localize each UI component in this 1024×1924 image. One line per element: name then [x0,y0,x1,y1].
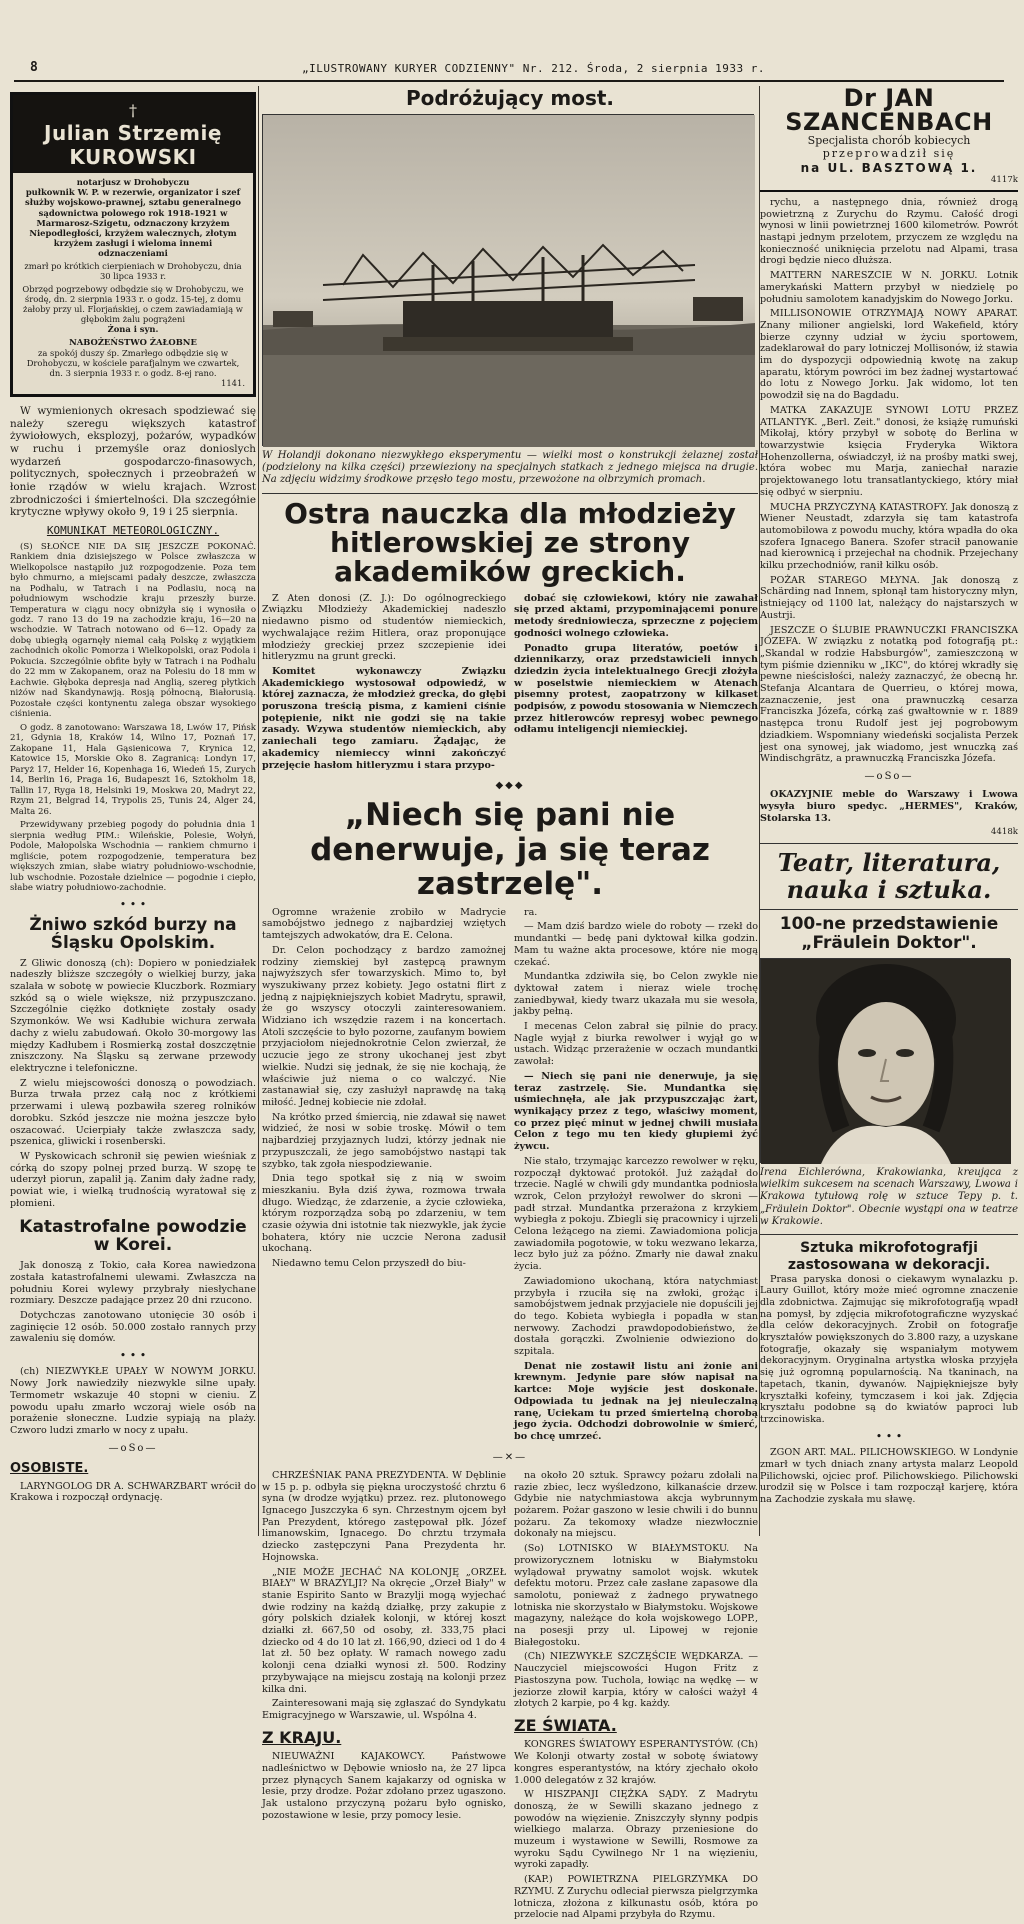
obituary-body [13,173,253,388]
news-paragraph: KONGRES ŚWIATOWY ESPERANTYSTÓW. (Ch) We Kolonji otwarty został w sobotę światowy kongres esperantystów, na który zjechało około 1.000 delegatów z 32 krajów. [514,1739,758,1786]
lesson-headline: Ostra nauczka dla młodzieży hitlerowskiej ze strony akademików greckich. [284,496,736,589]
page-masthead [14,56,1004,82]
lesson-paragraph: dobać się człowiekowi, który nie zawahał się przed aktami, przypominającemi ponure metody średniowiecza, sprzeczne z pojęciem godności wolnego człowieka. [514,592,758,639]
osobiste-title: OSOBISTE. [10,1460,89,1476]
niech-paragraph: Na krótko przed śmiercią, nie zdawał się nawet widzieć, że nosi w sobie troskę. Mówił o tem najbardziej przyjaznych ludzi, którzy jednak nie przypuszczali, że jego samobójstwo nastąpi tak szybko, tak zgoła niespodziewanie. [262,1111,506,1170]
swiata-title: ZE ŚWIATA. [514,1715,617,1735]
news-paragraph: „NIE MOŻE JECHAĆ NA KOLONJĘ „ORZEŁ BIAŁY" W BRAZYLJI? Na okręcie „Orzeł Biały" w stanie Espirito Santo w Brazylji mogą wyjechać dwie rodziny na każdą działkę, przy zakupie z góry polskich działek kolonji, w której koszt działki zł. 667,50 od osoby, zł. 333,75 płaci dziecko od 4 do 10 lat zł. 166,90, dzieci od 1 do 4 lat zł. 50 bez opłaty. W ramach nowego zadu kolonji cena działki wynosi zł. 500. Rodziny przybywające na miejscu zostają na kolonji przez kilka dni. [262,1566,506,1695]
oso-divider: —oSo— [864,770,914,782]
doctor-moved: przeprowadził się [822,147,956,161]
divider-line [760,843,1018,844]
oso-divider: —oSo— [108,1442,158,1454]
classified-ad-code: 4418k [990,827,1018,838]
ornament-divider: • • • [119,1349,147,1363]
article-paragraph: POŻAR STAREGO MŁYNA. Jak donoszą z Schärding nad Innem, spłonął tam historyczny młyn, istniejący od 1100 lat, należący do najstarszych w Austrji. [760,574,1018,621]
flood-paragraph: Dotychczas zanotowano utonięcie 30 osób i zaginięcie 12 osób. 50.000 zostało rannych przy zawaleniu się domów. [10,1309,256,1345]
news-paragraph: na około 20 sztuk. Sprawcy pożaru zdołali na razie zbiec, lecz wyśledzono, kilkanaście drzew. Gdybie nie natychmiastowa akcja wybrunnym pożarem. Pożar gaszono w lesie chwili i do bunnu pożaru. Za tekomoxy władze niezwłocznie dokonały na miejscu. [514,1469,758,1540]
heat-paragraph: (ch) NIEZWYKŁE UPAŁY W NOWYM JORKU. Nowy Jork nawiedziły niezwykle silne upały. Termometr wskazuje 40 stopni w cieniu. Z powodu upału zmarło wczoraj wiele osób na porażenie słoneczne. Ludzie sypiają na plaży. Czworo ludzi zmarło w nocy z upału. [10,1366,256,1436]
column-rule [258,86,259,1536]
lesson-paragraph: Ponadto grupa literatów, poetów i dziennikarzy, oraz przedstawicieli innych dziedzin życia intelektualnego Grecji złożyła w poselstwie niemieckiem w Atenach pisemny protest, zaopatrzony w kilkaset podpisów, z powodu stosowania w Niemczech przez hitlerowców represyj wobec pewnego odłamu inteligencji niemieckiej. [514,642,758,736]
obituary-notice [10,92,256,397]
ornament-divider: —✕— [492,1451,528,1463]
divider-line [760,909,1018,910]
article-paragraph: JESZCZE O ŚLUBIE PRAWNUCZKI FRANCISZKA JÓZEFA. W związku z notatką pod fotografją pt.: „Skandal w rodzie Habsburgów", zamieszczoną w tym piśmie dzienniku w „IKC", do której wkradły się pewne nieścisłości, należy zaznaczyć, że obecną hr. Stefanja Alcantara de Querrieu, o której mowa, zaznaczenie, jest ona prawnuczką cesarza Franciszka Józefa, córką zaś gwałtownie w r. 1889 następca tronu Rudolf jest jej pogrobowym dziadkiem. Wspomniany wiedeński socjalista Perzek jest ona synowej, jak wiadomo, jest wnuczką zaś Windischgrätz, a prawnuczką Franciszka Józefa. [760,624,1018,765]
niech-paragraph: Dr. Celon pochodzący z bardzo zamożnej rodziny ziemskiej był zastępcą prawnym najwyższych sfer towarzyskich. Mimo to, był wyszukiwany przez kobiety. Jego ostatni flirt z jedną z najpiękniejszych kobiet Madrytu, sprawił, że go wszyscy otoczyli zainteresowaniem. Widziano ich wszędzie razem i na koncertach. Atoli szczęście to było pozorne, zaufanym bowiem przyjaciołom niejednokrotnie Celon zwierzał, że uczucie jego ze strony ukochanej jest zbyt wielkie. Nudzi się jednak, że się nie kochają, że właściwie już niema o co walczyć. Nie zastanawiał się, czy zasłużył naprawdę na taką miłość. Jednej kobiecie nie zdołał. [262,944,506,1108]
page-number: 8 [30,60,38,75]
obituary-name: Julian Strzemię KUROWSKI [44,120,222,169]
bridge-photo [262,114,754,446]
doctor-advertisement [760,86,1018,192]
news-paragraph: (So) LOTNISKO W BIAŁYMSTOKU. Na prowizorycznem lotnisku w Białymstoku wylądował prywatny samolot wojsk. wkutek defektu motoru. Przez całe zasłane zapasowe dla samolotu, ponieważ z żadnego prywatnego lotniska nie skorzystało w Białymstoku. Wojskowe magazyny, należące do koła wojskowego LOPP., na posesji przy ul. Lipowej w rejonie Białegostoku. [514,1543,758,1648]
bridge-headline: Podróżujący most. [405,86,615,110]
article-paragraph: Prasa paryska donosi o ciekawym wynalazku p. Laury Guillot, który może mieć ogromne znaczenie dla zdobnictwa. Zajmując się mikrofotografją wpadł na pomysł, by zdjęcia mikrofotograficzne wyzyskać dla celów dekoracyjnych. Zrobił on fotografje kryształów powiększonych do 3.800 razy, a uzyskane fotografje, okazały się wspaniałym motywem dekoracyjnym. Oryginalna artystka włoska przyjęła się już ogromną popularnością. Na tkaninach, na tapetach, tkanin, dywanów. Najpiękniejsze były kryształki kofeiny, tymczasem i koi jak. Zdjęcia kryształu podobne są do kwiatów paproci lub trzcinowiska. [760,1273,1018,1425]
bridge-caption: W Holandji dokonano niezwykłego eksperymentu — wielki most o konstrukcji żelaznej został (podzielony na kilka części) przewieziony na specjalnych statkach z jednego miejsca na drugie. Na zdjęciu widzimy środkowe przęsło tego mostu, przewożone na olbrzymich promach. [262,450,758,486]
osobiste-paragraph: LARYNGOLOG DR A. SCHWARZBART wrócił do Krakowa i rozpoczął ordynację. [10,1480,256,1504]
kraju-title: Z KRAJU. [262,1727,342,1747]
divider-line [760,1234,1018,1235]
obituary-code: 1141. [221,377,245,388]
flood-paragraph: Jak donoszą z Tokio, cała Korea nawiedzona została katastrofalnemi ulewami. Zwłaszcza na południu Korei wylewy przybrały niesłychane rozmiary. Deszcze padające przez 20 dni rzucono. [10,1260,256,1307]
news-paragraph: CHRZEŚNIAK PANA PREZYDENTA. W Dęblinie w 15 p. p. odbyła się piękna uroczystość chrztu 6 syna (w drodze wyjątku) przez. rez. plutonowego Ignacego Juszczyka 6 syn. Chrzestnym ojcem był Pan Prezydent, którego zastępował płk. Józef limanowskim, Ignacego. Do chrztu trzymała dziecko zastępczyni Pana Prezydenta hr. Hojnowska. [262,1469,506,1563]
lesson-paragraph: Z Aten donosi (Z. J.): Do ogólnogreckiego Związku Młodzieży Akademickiej nadeszło niedawno pismo od studentów niemieckich, wychwalające reżim Hitlera, oraz proponujące młodzieży greckiej przez szczepienie idei hitleryzmu na grunt grecki. [262,592,506,663]
ornament-divider: • • • [119,897,147,911]
article-paragraph: rychu, a następnego dnia, również drogą powietrzną z Zurychu do Rzymu. Całość drogi wynosi w linii powietrznej 1600 kilometrów. Powrót nastąpi jednym przelotem, przyczem ze względu na konieczność uniknięcia przelotu nad Alpami, trasa drogi będzie nieco dłuższa. [760,196,1018,267]
storm-paragraph: Z wielu miejscowości donoszą o powodziach. Burza trwała przez całą noc z krótkiemi przerwami i ulewą pozbawiła szereg rolników dorobku. Szkód jeszcze nie można jeszcze było oszacować. Ucierpiały także zwłaszcza sady, pszenica, gliwicki i rosenberski. [10,1077,256,1148]
theatre-section-title: Teatr, literatura, nauka i sztuka. [777,847,1001,905]
meteo-paragraph: O godz. 8 zanotowano: Warszawa 18, Lwów 17, Pińsk 21, Gdynia 18, Kraków 14, Wilno 17, Poznań 17, Zakopane 11, Hala Gąsienicowa 7, Krynica 12, Katowice 15, Morskie Oko 8. Zagranicą: Londyn 17, Paryż 17, Helder 16, Kopenhaga 16, Wiedeń 15, Zurych 14, Berlin 16, Praga 16, Budapeszt 16, Sztokholm 18, Tallin 17, Ryga 18, Helsinki 19, Moskwa 20, Madryt 22, Rzym 21, Belgrad 14, Trypolis 25, Tunis 24, Alger 24, Malta 26. [10,722,256,817]
article-paragraph: ZGON ART. MAL. PILICHOWSKIEGO. W Londynie zmarł w tych dniach znany artysta malarz Leopold Pilichowski, ojciec prof. Pilichowskiego. Pilichowski urodził się w Polsce i tam rozpoczął karjerę, która na Zachodzie zyskała mu sławę. [760,1447,1018,1505]
ornament-divider: ◆◆◆ [495,780,525,792]
obituary-mass-label: NABOŻEŃSTWO ŻAŁOBNE [69,337,197,348]
article-paragraph: MILLISONOWIE OTRZYMAJĄ NOWY APARAT. Znany milioner angielski, lord Wakefield, który bierze czynny udział w życiu sportowem, zadeklarował do pary lotniczej Mollisonów, iż stawia im do dyspozycji odpowiednią kwotę na zakup aparatu, którym powróci im bez żadnej wystartować do lotu z Nowego Jorku. Jak widomo, lot ten powodził się na do Bagdadu. [760,308,1018,402]
niech-paragraph: — Niech się pani nie denerwuje, ja się teraz zastrzelę. Sie. Mundantka się uśmiechnęła, ale jak przypuszczając żart, wynikający przez z tego, właściwy moment, co przez pięć minut w jednej chwili musiała Celon z tego mu ten kiedy głupiemi żyć żywcu. [514,1070,758,1153]
storm-headline: Żniwo szkód burzy na Śląsku Opolskim. [29,914,237,953]
obituary-mass: za spokój duszy śp. Zmarłego odbędzie się w Drohobyczu, w kościele parafjalnym we czwartek, dn. 3 sierpnia 1933 r. o godz. 8-ej rano. [26,347,240,378]
doctor-name: Dr JAN SZANCENBACH [785,84,993,136]
meteo-title: KOMUNIKAT METEOROLOGICZNY. [46,524,220,538]
actress-caption: Irena Eichlerówna, Krakowianka, kreująca z wielkim sukcesem na scenach Warszawy, Lwowa i Krakowa tytułową rolę w sztuce Tepy p. t. „Fräulein Doktor". Obecnie wystąpi ona w teatrze w Krakowie. [760,1167,1018,1227]
right-column [760,86,1018,1536]
news-paragraph: Zainteresowani mają się zgłaszać do Syndykatu Emigracyjnego w Warszawie, ul. Wspólna 4. [262,1698,506,1721]
article-paragraph: MATTERN NARESZCIE W N. JORKU. Lotnik amerykański Mattern przybył w niedzielę po południu samolotem kanadyjskim do Nowego Jorku. [760,270,1018,305]
obituary-header [13,95,253,173]
micro-headline: Sztuka mikrofotografji zastosowana w dekoracji. [787,1239,991,1273]
news-paragraph: (KAP.) POWIETRZNA PIELGRZYMKA DO RZYMU. Z Zurychu odleciał pierwsza pielgrzymka lotnicza, złożona z kilkunastu osób, która po przelocie nad Alpami przybyła do Rzymu. [514,1874,758,1921]
actress-portrait-illustration [761,959,1011,1164]
niech-paragraph: Dnia tego spotkał się z nią w swoim mieszkaniu. Była dziś żywa, rozmowa trwała długo. Wiedząc, że zdarzenie, a życie człowieka, którym rozporządza sobą po zdarzeniu, w tem czasie ożywia dni istotnie tak niezwykle, jak życie bohatera, który nie uczcie Nerona zadusił ukochaną. [262,1173,506,1255]
niech-paragraph: I mecenas Celon zabrał się pilnie do pracy. Nagle wyjął z biurka rewolwer i wyjął go w ustach. Widząc przerażenie w oczach mundantki zawołał: [514,1021,758,1068]
niech-article [262,907,758,1446]
actress-portrait [760,958,1010,1163]
niech-paragraph: Mundantka zdziwiła się, bo Celon zwykle nie dyktował zatem i nieraz wiele trochę zaniedbywał, kiedy twarz ukazała mu sie wesoła, jakby pełną. [514,971,758,1018]
cross-icon: † [129,101,137,120]
center-column [262,86,758,1921]
niech-paragraph: Nie stało, trzymając karcezzo rewolwer w ręku, rozpoczął dyktować protokół. Już zażądał do trzecie. Naglé w chwili gdy mundantka podniosła wzrok, Celon przyłożył rewolwer do skroni — padł strzał. Mundantka przerażona z krzykiem wybiegła z pokoju. Zbiegli się pracownicy i ujrzeli Celona leżącego na ziemi. Zawiadomiona policja zawiadomiła pogotowie, w toku wezwano lekarza, lecz było już za późno. Zmarły nie dawał znaku życia. [514,1155,758,1273]
left-column [10,86,256,1536]
storm-paragraph: W Pyskowicach schronił się pewien wieśniak z córką do szopy polnej przed burzą. W szopę te uderzył piorun, zapalił ją. Zanim dały żadne rady, powiat wie, i wielką trudnością wyratował się z płomieni. [10,1150,256,1209]
lesson-article [262,593,758,775]
news-paragraph: W HISZPANJI CIĘŻKA SĄDY. Z Madrytu donoszą, że w Sewilli skazano jednego z powodów na więzienie. Zniszczyły słynny podpis wielkiego malarza. Obrazy przeniesione do muzeum i wystawione w Sewilli, Rosmowe za wyroku Sądu Cywilnego Nr 1 na więzieniu, wyroki zapadły. [514,1789,758,1871]
classified-ad: OKAZYJNIE meble do Warszawy i Lwowa wysyła biuro spedyc. „HERMES", Kraków, Stolarska 13. [760,789,1018,824]
masthead-title: „ILUSTROWANY KURYER CODZIENNY" Nr. 212. Środa, 2 sierpnia 1933 r. [302,62,765,75]
news-briefs [262,1470,758,1924]
obituary-role: notarjusz w Drohobyczu [76,177,190,188]
niech-paragraph: Denat nie zostawił listu ani żonie ani krewnym. Jedynie pare słów napisał na kartce: Moje wyjście jest doskonałe. Odpowiada tu jednak na jej nieuleczalną ranę, Uciekam tu przed śmiertelną chorobą jego życia. Odchodzi dobrowolnie w śmierć, bo chcę umrzeć. [514,1360,758,1442]
ornament-divider: • • • [875,1429,903,1443]
doctor-address: na UL. BASZTOWĄ 1. [800,160,978,175]
obituary-funeral: Obrzęd pogrzebowy odbędzie się w Drohobyczu, we środę, dn. 2 sierpnia 1933 r. o godz. 15-tej, z domu żałoby przy ul. Florjańskiej, o czem zawiadamiają w głębokim żalu pogrążeni [22,284,244,325]
flood-headline: Katastrofalne powodzie w Korei. [19,1217,247,1256]
niech-headline: „Niech się pani nie denerwuje, ja się teraz zastrzelę". [310,797,710,902]
divider-line [262,493,758,494]
obituary-bio: pułkownik W. P. w rezerwie, organizator i szef służby wojskowo-prawnej, sztabu generalnego sądownictwa polowego rok 1918-1921 w Marmarosz-Szigetu, odznaczony krzyżem Niepodległości, krzyżem walecznych, złotym krzyżem zasługi i wieloma innemi odznaczeniami [25,187,241,258]
niech-paragraph: — Mam dziś bardzo wiele do roboty — rzekł do mundantki — bedę pani dyktował kilka godzin. Mam tu ważne akta procesowe, które nie mogą czekać. [514,921,758,968]
meteo-paragraph: Przewidywany przebieg pogody do południa dnia 1 sierpnia według PIM.: Wileńskie, Polesie, Wołyń, Podole, Małopolska Wschodnia — rankiem chmurno i mgliście, potem rozpogodzenie, temperatura bez większych zmian, słabe wiatry południowo-wschodnie, lub wschodnie. Pozostałe dzielnice — pogodnie i ciepło, słabe wiatry południowo-zachodnie. [10,820,256,894]
bridge-photo-illustration [263,115,755,447]
doctor-ad-code: 4117k [990,175,1018,186]
meteo-paragraph: (S) SŁOŃCE NIE DA SIĘ JESZCZE POKONAĆ. Rankiem dnia dzisiejszego w Polsce zwłaszcza w Wielkopolsce nastąpiło już rozpogodzenie. Poza tem było chmurno, a miejscami padały deszcze, zwłaszcza na Podhalu, w Tatrach i na Podlasiu, nocą na południowym wschodzie kraju przeszły burze. Temperatura w ciągu nocy obniżyła się i wynosiła o godz. 7 rano 13 do 19 na zachodzie kraju, 16—20 na wschodzie. W Tatrach notowano od 6—12. Opady za dobę ubiegłą ogarnęły niemal całą Polskę z wyjątkiem zachodnich okolic Pomorza i Wielkopolski, oraz Podola i Pokucia. Szczególnie obfite były w Tatrach i na Podhalu do 22 mm w Zakopanem, oraz na Polesiu do 18 mm w Łachwie. Głęboka depresja nad Anglią, szereg płytkich niżów nad Skandynawją. Rosją północną, Białorusią. Pozostałe części kontynentu zalega obszar wysokiego ciśnienia. [10,541,256,720]
niech-paragraph: Ogromne wrażenie zrobiło w Madrycie samobójstwo jednego z najbardziej wziętych tamtejszych adwokatów, dra E. Celona. [262,906,506,942]
niech-paragraph: ra. [524,906,538,918]
news-paragraph: (Ch) NIEZWYKŁE SZCZĘŚCIE WĘDKARZA. — Nauczyciel miejscowości Hugon Fritz z Piastoszyna pow. Tuchola, łowiąc na wędkę — w jeziorze złowił karpia, który w całości ważył 4 złotych 2 karpie, po 4 kg. każdy. [514,1651,758,1710]
article-intro: W wymienionych okresach spodziewać się należy szeregu większych katastrof żywiołowych, eksplozyj, pożarów, wypadków w ruchu i przemyśle oraz donioslych wydarzeń gospodarczo-finasowych, politycznych, społecznych i przeobrażeń w łonie rządów w wielu krajach. Wzrost zbrodniczości i śmiertelności. Dla szczegółnie krytyczne wpływy około 9, 19 i 25 sierpnia. [10,404,256,519]
niech-paragraph: Niedawno temu Celon przyszedł do biu- [272,1258,466,1270]
centenary-headline: 100-ne przedstawienie „Fräulein Doktor". [779,913,999,954]
article-paragraph: MUCHA PRZYCZYNĄ KATASTROFY. Jak donoszą z Wiener Neustadt, zdarzyła się tam katastrofa automobilowa z powodu muchy, która wpadła do oka szofera Ignacego Banera. Szofer stracił panowanie nad kierownicą i przejechał na chodnik. Przejechany kilku przechodniów, ranił kilku osób. [760,501,1018,572]
doctor-specialty: Specjalista chorób kobiecych [807,134,971,147]
obituary-death: zmarł po krótkich cierpieniach w Drohobyczu, dnia 30 lipca 1933 r. [24,260,242,281]
news-paragraph: NIEUWAŻNI KAJAKOWCY. Państwowe nadleśnictwo w Dębowie wniosło na, że 27 lipca przez płynących Sanem kajakarzy od ogniska w lesie, przy drodze. Pożar zdołano przez ugaszono. Jak ustalono przyczyną pożaru było ognisko, pozostawione w lesie, przy pomocy lesie. [262,1751,506,1821]
obituary-signature: Żona i syn. [107,324,159,335]
storm-paragraph: Z Gliwic donoszą (ch): Dopiero w poniedziałek nadeszły bliższe szczegóły o wielkiej burzy, jaka szalała w sobotę w powiecie Kluczbork. Rozmiary szkód są o wiele większe, niż przypuszczano. Szczególnie ciężko dotknięte zostały osady Szymonków. We wsi Kadłubie wichura zerwała dachy z wielu zabudowań. Około 30-morgowy las między Kadłubem i Rosmierką został doszczętnie zniszczony. Na Śląsku są zerwane przewody elektryczne i telefoniczne. [10,957,256,1074]
article-paragraph: MATKA ZAKAZUJE SYNOWI LOTU PRZEZ ATLANTYK. „Berl. Zeit." donosi, że książę rumuński Mikołaj, który przybył w sobotę do Berlina w towarzystwie księcia Fryderyka Wiktora Hohenzollerna, oświadczył, iż na prośby matki swej, która wobec mu Marja, zaniechał narazie projektowanego lotu transatlantyckiego, który miał się odbyć w sierpniu. [760,404,1018,498]
niech-paragraph: Zawiadomiono ukochaną, która natychmiast przybyła i rzuciła się na zwłoki, grożąc i samobójstwem jednak przyjaciele nie dopuścili jej do tego. Kobieta wybiegła i popadła w stan nerwowy. Zachodzi prawdopodobieństwo, że dostała gorączki. Zwolnienie odwieziono do szpitala. [514,1275,758,1358]
lesson-paragraph: Komitet wykonawczy Związku Akademickiego wystosował odpowiedź, w której zaznacza, że młodzież grecka, do głębi poruszona treścią pisma, z kamieni ciśnie potępienie, nikt nie godzi się na takie zasady. Wzywa studentów niemieckich, aby zaniechali tego zamiaru. Żądając, że akademicy niemieccy winni zakończyć przejęcie hasłom hitleryzmu i stara przypo- [262,665,506,771]
